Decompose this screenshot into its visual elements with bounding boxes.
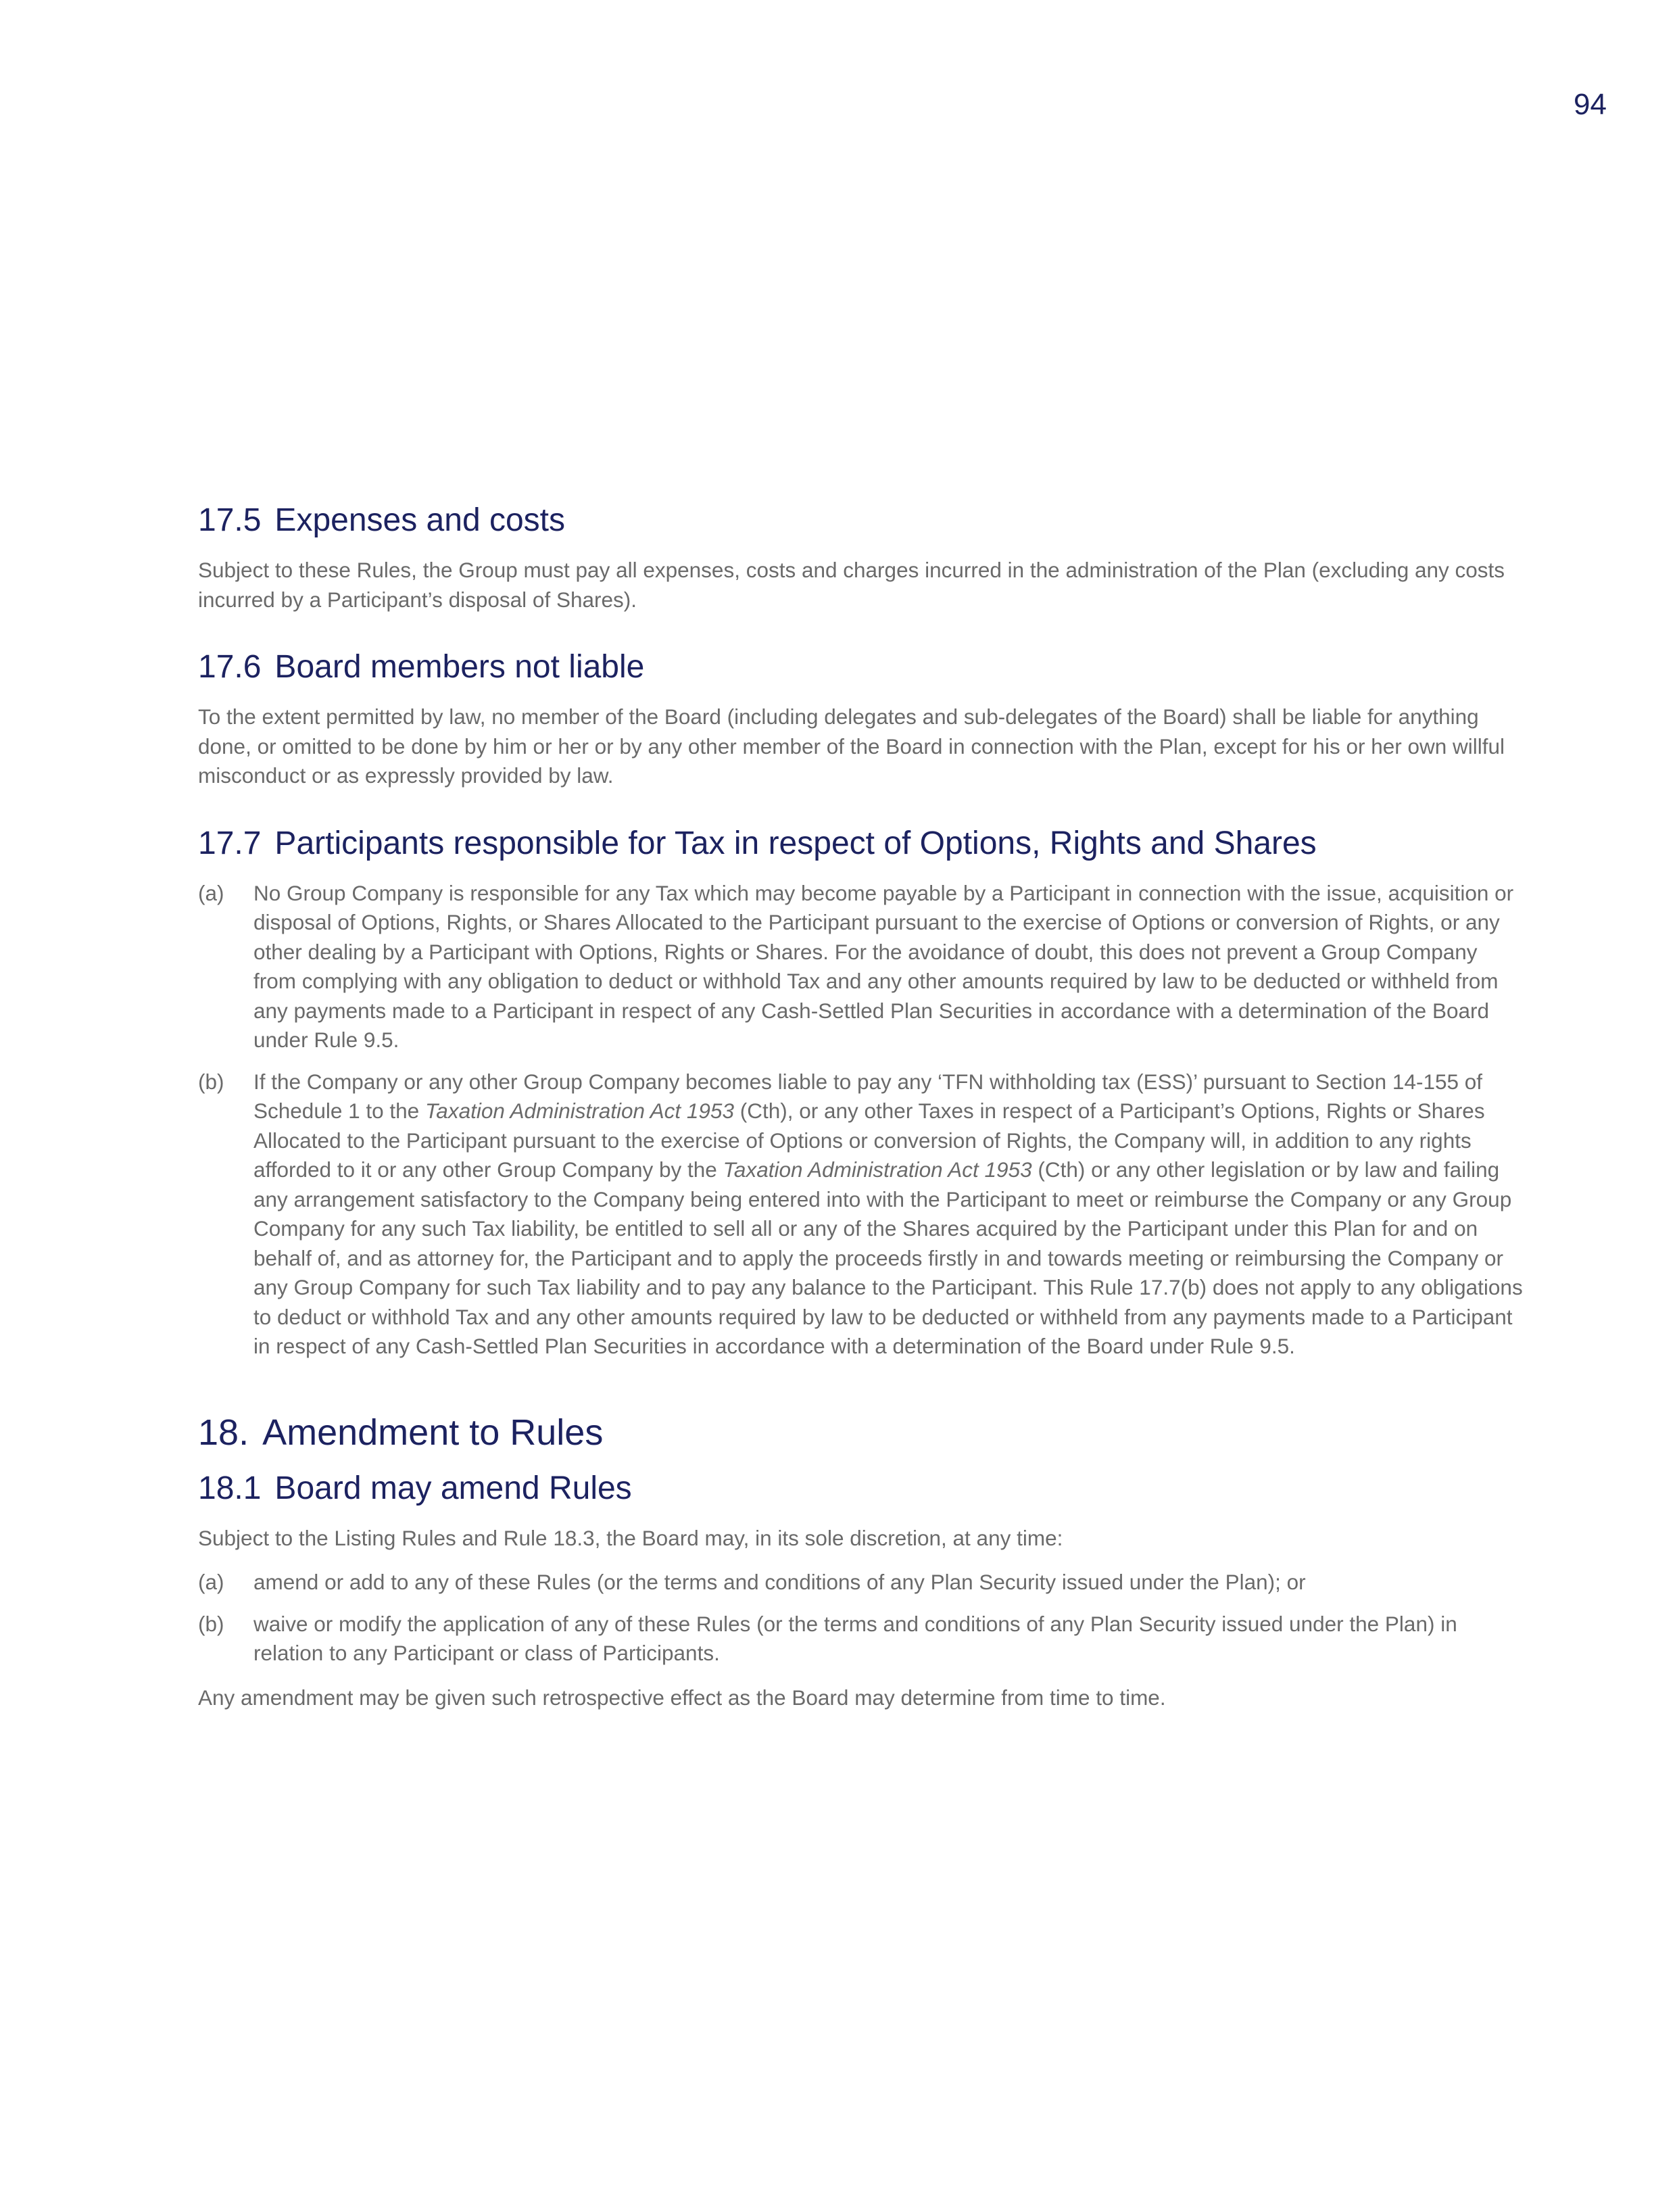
heading-number: 18. bbox=[198, 1412, 249, 1453]
text-run: (Cth) or any other legislation or by law and failing any arrangement satisfactory to the Company being entered into with the Participant to meet or reimburse the Company or any Group Company for any such Tax liability, be entitled to sell all or any of the Shares acquired by the Participant under this Plan for and on behalf of, and as attorney for, the Participant and to apply the proceeds firstly in and towards meeting or reimbursing the Company or any Group Company for such Tax liability and to pay any balance to the Participant. This Rule 17.7(b) does not apply to any obligations to deduct or withhold Tax and any other amounts required by law to be deducted or withheld from any payments made to a Participant in respect of any Cash-Settled Plan Securities in accordance with a determination of the Board under Rule 9.5. bbox=[253, 1157, 1523, 1358]
text-run: (Cth), or any other Taxes in respect of a Participant’s Options, Rights or Shares Allocated to the Participant pursuant to the exercise of Options or conversion of Rights, the Company will, in addition to any rights afforded to it or any other Group Company by the bbox=[253, 1099, 1485, 1182]
heading-18-1 bbox=[198, 1468, 1523, 1509]
heading-title: Participants responsible for Tax in respect of Options, Rights and Shares bbox=[274, 825, 1317, 861]
page-number: 94 bbox=[1574, 88, 1607, 121]
list-text: amend or add to any of these Rules (or the terms and conditions of any Plan Security issued under the Plan); or bbox=[253, 1570, 1306, 1594]
act-name-italic: Taxation Administration Act 1953 bbox=[424, 1099, 734, 1123]
text-run: If the Company or any other Group Company becomes liable to pay any ‘TFN withholding tax (ESS)’ pursuant to Section 14-155 of Schedule 1 to the bbox=[253, 1069, 1483, 1123]
list-item-17-7-b bbox=[198, 1067, 1523, 1362]
heading-title: Amendment to Rules bbox=[262, 1412, 604, 1453]
paragraph-17-5: Subject to these Rules, the Group must pay all expenses, costs and charges incurred in the administration of the Plan (excluding any costs incurred by a Participant’s disposal of Shares). bbox=[198, 558, 1505, 612]
heading-17-7 bbox=[198, 823, 1523, 864]
paragraph-18-1-intro: Subject to the Listing Rules and Rule 18.3, the Board may, in its sole discretion, at any time: bbox=[198, 1525, 1063, 1550]
list-label: (a) bbox=[198, 880, 224, 905]
list-text: waive or modify the application of any of these Rules (or the terms and conditions of any Plan Security issued under the Plan) in relation to any Participant or class of Participants. bbox=[253, 1611, 1457, 1665]
list-item-18-1-b bbox=[198, 1610, 1523, 1668]
list-label: (a) bbox=[198, 1570, 224, 1594]
heading-number: 17.7 bbox=[198, 825, 262, 861]
paragraph-18-1-closing: Any amendment may be given such retrospective effect as the Board may determine from time to time. bbox=[198, 1685, 1166, 1710]
heading-title: Board members not liable bbox=[274, 649, 645, 685]
heading-title: Expenses and costs bbox=[274, 502, 566, 538]
list-text bbox=[253, 1067, 1523, 1362]
document-body bbox=[198, 500, 1523, 1712]
heading-title: Board may amend Rules bbox=[274, 1470, 632, 1506]
list-item-18-1-a bbox=[198, 1568, 1523, 1597]
heading-17-5 bbox=[198, 500, 1523, 541]
list-text: No Group Company is responsible for any Tax which may become payable by a Participant in connection with the issue, acquisition or disposal of Options, Rights, or Shares Allocated to the Participant pursuant to the exercise of Options or conversion of Rights, or any other dealing by a Participant with Options, Rights or Shares. For the avoidance of doubt, this does not prevent a Group Company from complying with any obligation to deduct or withhold Tax and any other amounts required by law to be deducted or withheld from any payments made to a Participant in respect of any Cash-Settled Plan Securities in accordance with a determination of the Board under Rule 9.5. bbox=[253, 880, 1514, 1052]
heading-number: 17.5 bbox=[198, 502, 262, 538]
paragraph-17-6: To the extent permitted by law, no member of the Board (including delegates and sub-delegates of the Board) shall be liable for anything done, or omitted to be done by him or her or by any other member of the Board in connection with the Plan, except for his or her own willful misconduct or as expressly provided by law. bbox=[198, 704, 1505, 788]
list-label: (b) bbox=[198, 1069, 224, 1094]
list-item-17-7-a bbox=[198, 879, 1523, 1055]
heading-number: 17.6 bbox=[198, 649, 262, 685]
list-label: (b) bbox=[198, 1611, 224, 1636]
heading-number: 18.1 bbox=[198, 1470, 262, 1506]
act-name-italic: Taxation Administration Act 1953 bbox=[723, 1157, 1032, 1182]
heading-17-6 bbox=[198, 647, 1523, 688]
heading-18 bbox=[198, 1410, 1523, 1455]
